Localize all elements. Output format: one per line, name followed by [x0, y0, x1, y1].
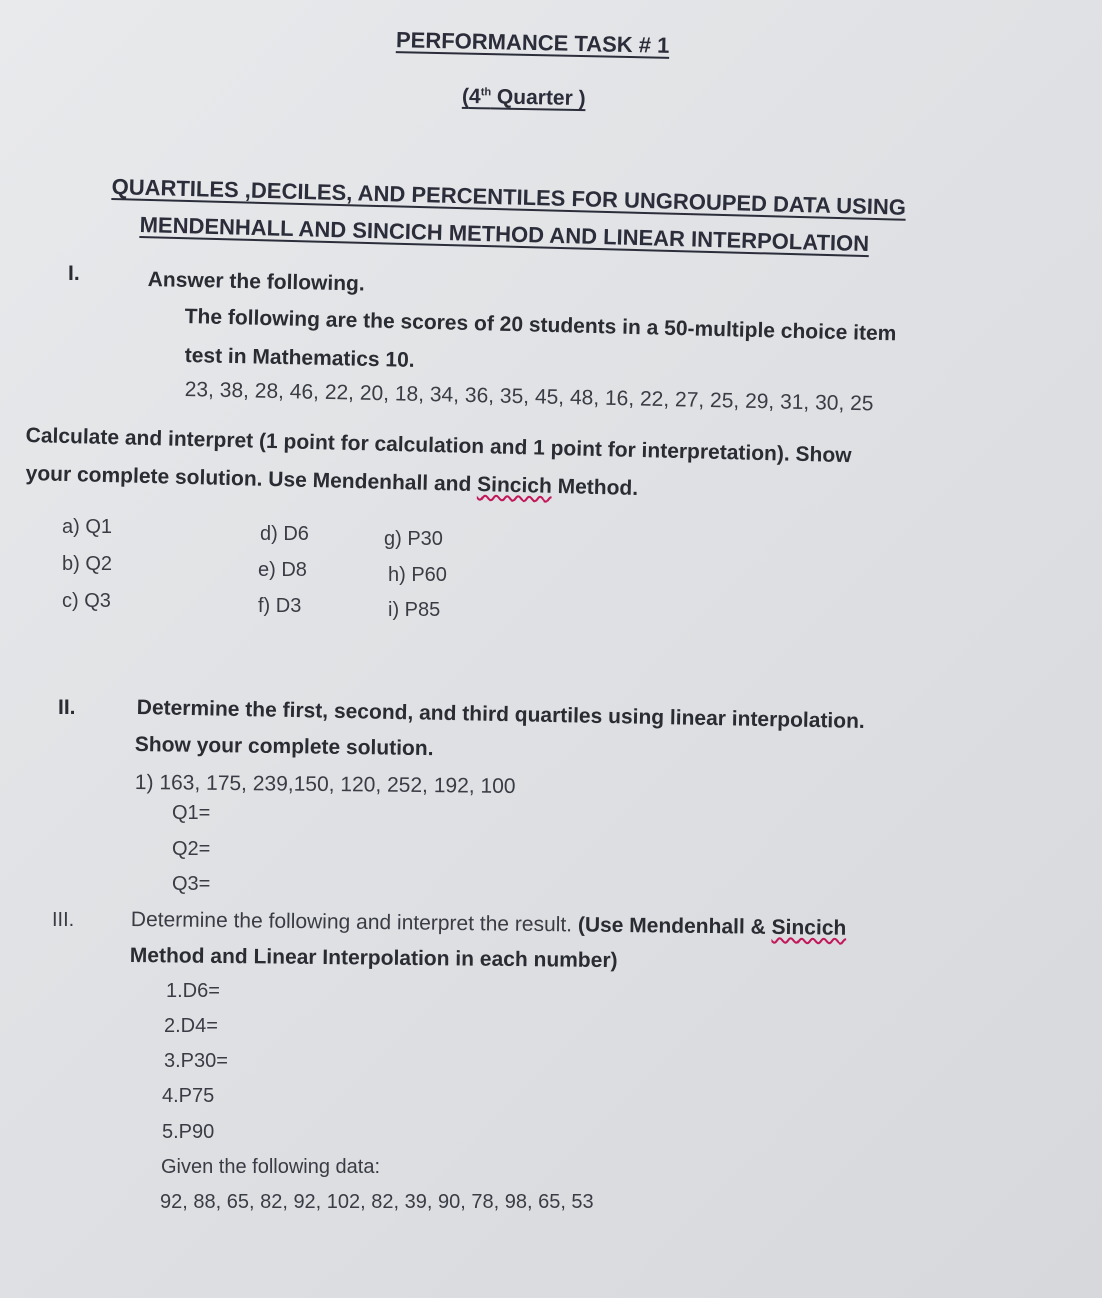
- part1-item-b: b) Q2: [62, 553, 113, 575]
- part3-heading-line-2: Method and Linear Interpolation in each number): [129, 944, 618, 973]
- part2-answer-q2: Q2=: [172, 838, 211, 860]
- part1-instruction-line-2: your complete solution. Use Mendenhall and Sincich Method.: [25, 462, 639, 500]
- page-title-text: PERFORMANCE TASK # 1: [395, 27, 670, 58]
- part1-item-c: c) Q3: [62, 590, 111, 612]
- part1-numeral: I.: [68, 262, 80, 285]
- part2-heading-line-1: Determine the first, second, and third quartiles using linear interpolation.: [136, 696, 865, 733]
- topic-line-2: MENDENHALL AND SINCICH METHOD AND LINEAR INTERPOLATION: [139, 212, 870, 257]
- part3-item-3: 3.P30=: [164, 1050, 228, 1072]
- part2-answer-q3: Q3=: [172, 873, 211, 895]
- part2-numeral: II.: [58, 696, 76, 719]
- part3-item-5: 5.P90: [162, 1121, 215, 1143]
- part2-answer-q1: Q1=: [172, 802, 211, 824]
- topic-line-1: QUARTILES ,DECILES, AND PERCENTILES FOR UNGROUPED DATA USING: [111, 174, 907, 220]
- part3-item-1: 1.D6=: [166, 980, 220, 1002]
- part1-item-e: e) D8: [258, 559, 307, 581]
- part3-item-4: 4.P75: [162, 1085, 215, 1107]
- part1-item-f: f) D3: [258, 595, 302, 617]
- part3-heading-line-1: Determine the following and interpret the result. (Use Mendenhall & Sincich: [130, 908, 847, 940]
- part1-item-i: i) P85: [388, 599, 441, 621]
- part1-heading: Answer the following.: [147, 268, 365, 296]
- part1-item-g: g) P30: [384, 528, 443, 550]
- part3-numeral: III.: [52, 909, 75, 931]
- part1-data: 23, 38, 28, 46, 22, 20, 18, 34, 36, 35, 45, 48, 16, 22, 27, 25, 29, 31, 30, 25: [184, 378, 874, 416]
- part1-item-a: a) Q1: [62, 516, 113, 538]
- part2-heading-line-2: Show your complete solution.: [134, 733, 434, 761]
- part1-item-h: h) P60: [388, 564, 447, 586]
- part1-desc-line-1: The following are the scores of 20 students in a 50-multiple choice item: [184, 305, 897, 346]
- part1-item-d: d) D6: [260, 523, 309, 545]
- page-title: [396, 27, 670, 59]
- part2-data: 1) 163, 175, 239,150, 120, 252, 192, 100: [134, 771, 516, 798]
- part1-instruction-line-1: Calculate and interpret (1 point for calculation and 1 point for interpretation). Show: [25, 424, 852, 468]
- part3-item-2: 2.D4=: [164, 1015, 218, 1037]
- part3-data: 92, 88, 65, 82, 92, 102, 82, 39, 90, 78, 98, 65, 53: [160, 1191, 594, 1213]
- quarter-text: (4th Quarter ): [461, 84, 586, 111]
- part3-given-label: Given the following data:: [161, 1156, 381, 1178]
- quarter-label: [462, 85, 586, 111]
- part1-desc-line-2: test in Mathematics 10.: [184, 344, 415, 372]
